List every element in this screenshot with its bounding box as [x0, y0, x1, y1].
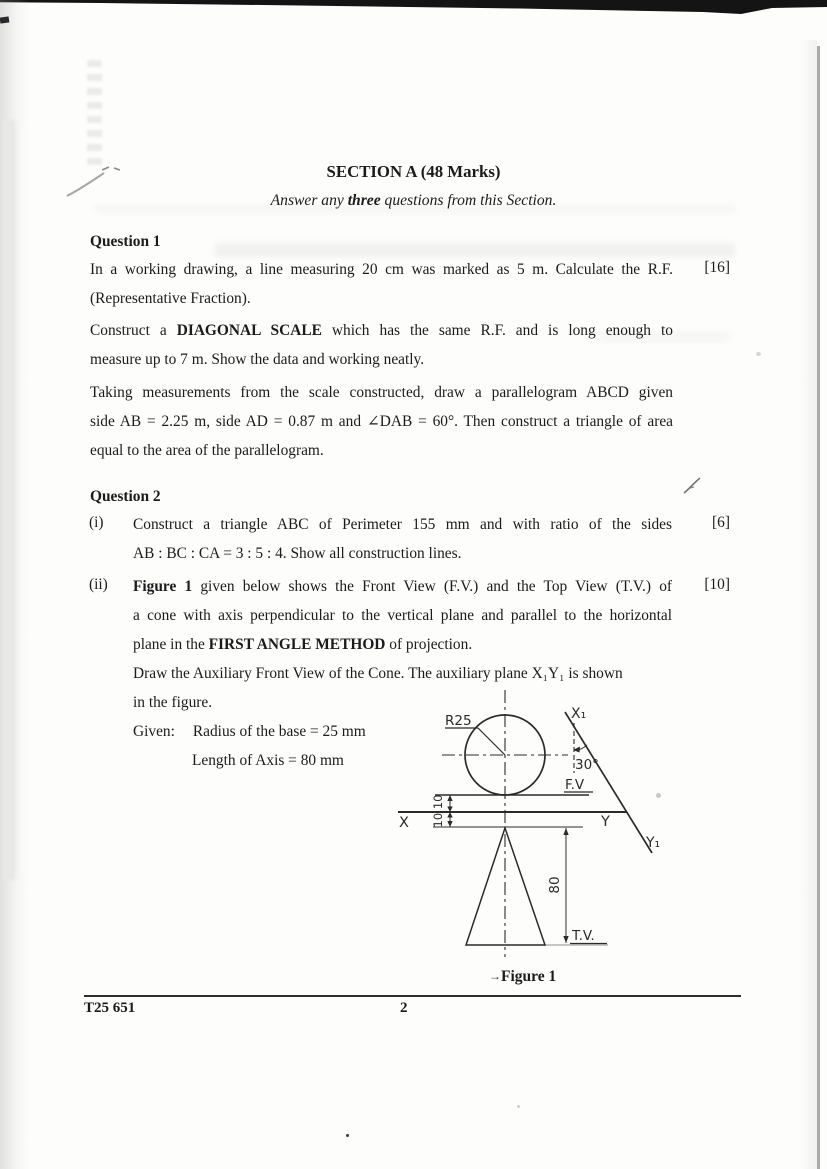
pen-tick-right: [680, 474, 706, 498]
bleedthrough-smudge: [215, 243, 735, 257]
q2-ii-line2: a cone with axis perpendicular to the vertical plane and parallel to the horizontal: [133, 607, 672, 624]
q2-ii-line1: [133, 576, 672, 597]
section-title: SECTION A (48 Marks): [326, 162, 501, 181]
y-label: Y: [601, 814, 610, 830]
scan-left-streak: [10, 120, 16, 880]
angle-label: 30°: [575, 757, 599, 773]
q1-p2-post: which has the same R.F. and is long enough to: [321, 322, 673, 339]
section-instruction: [0, 192, 827, 210]
q2-i-line1: Construct a triangle ABC of Perimeter 155 mm and with ratio of the sides: [133, 516, 672, 533]
scan-speck: [517, 1105, 520, 1108]
fv-label: F.V: [565, 777, 585, 793]
q1-p2-pre: Construct a: [90, 322, 177, 339]
question1-marks: [16]: [704, 259, 730, 276]
dim10-label: 10 10: [431, 794, 445, 828]
q1-p2-line2: measure up to 7 m. Show the data and working neatly.: [90, 351, 425, 368]
q2-ii-l3-bold: FIRST ANGLE METHOD: [208, 636, 386, 653]
footer-rule: [84, 995, 741, 997]
q2-ii-line3: [133, 634, 472, 655]
x-label: X: [399, 815, 409, 831]
dim80-arrow-top: [563, 828, 568, 835]
scan-left-mark: [0, 16, 9, 23]
q2-ii-line5: in the figure.: [133, 694, 213, 711]
dim80-arrow-bottom: [563, 936, 568, 943]
tv-label: T.V.: [572, 928, 595, 944]
caption-arrow: →: [489, 969, 501, 983]
scan-speck: [346, 1134, 349, 1137]
q1-p3-line3: equal to the area of the parallelogram.: [90, 442, 324, 459]
figure1-drawing: [390, 685, 712, 985]
q2-ii-marks: [10]: [704, 576, 730, 593]
q1-p3-line1: Taking measurements from the scale constructed, draw a parallelogram ABCD given: [90, 384, 673, 401]
caption-text: Figure 1: [501, 968, 557, 985]
y1-label: Y₁: [646, 835, 661, 851]
figure1-caption: [489, 968, 556, 986]
q2-ii-l3-post: of projection.: [385, 636, 473, 653]
dim10-arrow-bottom: [447, 821, 452, 827]
x1-label: X₁: [571, 706, 587, 722]
given-label: Given:: [133, 723, 175, 740]
q1-p3-line2: side AB = 2.25 m, side AD = 0.87 m and ∠DAB = 60°. Then construct a triangle of area: [90, 413, 673, 430]
radius-leader-line: [478, 728, 505, 755]
q1-p1-line1: In a working drawing, a line measuring 20 cm was marked as 5 m. Calculate the R.F.: [90, 261, 673, 278]
instruction-bold: three: [347, 192, 381, 209]
q2-i-marks: [6]: [712, 514, 730, 531]
footer-page-number: 2: [400, 1000, 408, 1016]
question2-label: Question 2: [90, 488, 161, 505]
footer-paper-code: T25 651: [84, 1000, 136, 1016]
q2-ii-l1-bold: Figure 1: [133, 578, 193, 595]
question1-label: Question 1: [90, 233, 161, 250]
scan-speck: [756, 352, 761, 356]
given-line1: Radius of the base = 25 mm: [192, 723, 366, 740]
q2-i-line2: AB : BC : CA = 3 : 5 : 4. Show all construction lines.: [133, 545, 462, 562]
scan-right-edge-line: [817, 46, 820, 1169]
instruction-post: questions from this Section.: [380, 192, 557, 209]
q2-ii-l3-pre: plane in the: [133, 636, 209, 653]
q2-ii-l1-post: given below shows the Front View (F.V.) and the Top View (T.V.) of: [192, 578, 673, 595]
radius-label: R25: [445, 713, 472, 729]
q1-p2-bold: DIAGONAL SCALE: [176, 322, 322, 339]
q2-ii-given-row2: Length of Axis = 80 mm: [192, 752, 344, 769]
q1-p1-line2: (Representative Fraction).: [90, 290, 251, 307]
dim80-label: 80: [547, 876, 563, 894]
q2-ii-given-row1: [133, 721, 366, 742]
q1-p2-line1: [90, 320, 673, 341]
dim10-arrow-top: [447, 795, 452, 801]
q2-i-number: (i): [89, 514, 104, 531]
scan-top-edge: [0, 0, 827, 16]
q2-ii-number: (ii): [89, 576, 108, 593]
q2-ii-line4: Draw the Auxiliary Front View of the Cone. The auxiliary plane X₁Y₁ is shown: [133, 665, 623, 682]
instruction-pre: Answer any: [270, 192, 348, 209]
bleedthrough-watermark: [87, 60, 102, 172]
